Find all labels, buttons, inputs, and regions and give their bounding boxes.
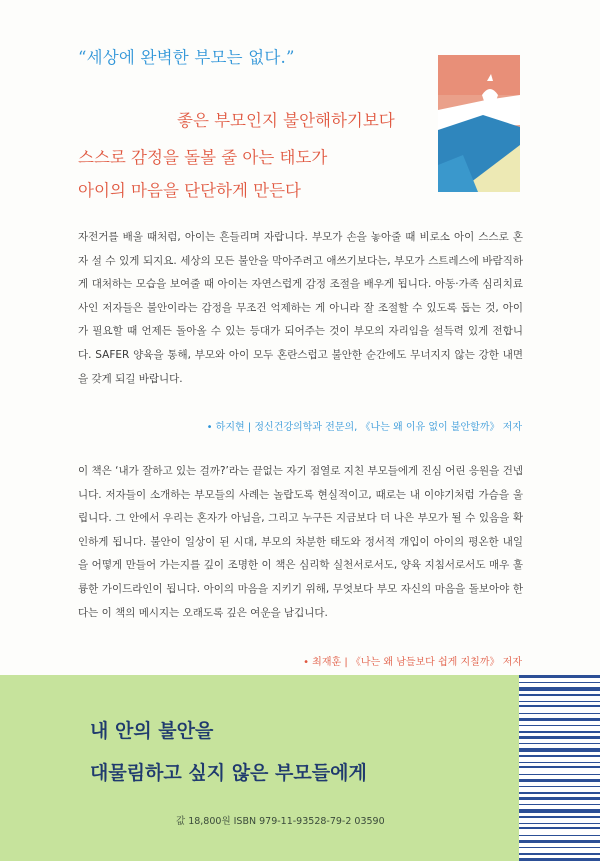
review-paragraph-2: 이 책은 ‘내가 잘하고 있는 걸까?’라는 끝없는 자기 점열로 지친 부모들에게 진심 어린 응원을 건넵니다. 저자들이 소개하는 부모들의 사례는 놀랍도록 현실적이고, 때로는 내 이야기처럼 가슴을 울립니다. 그 안에서 우리는 혼자가 아님을, 그리고 누구든 지금보다 더 나은 부모가 될 수 있음을 확인하게 됩니다. 불안이 일상이 된 시대, 부모의 차분한 태도와 정서적 개입이 아이의 평온한 내일을 어떻게 만들어 가는지를 깊이 조명한 이 책은 심리학 실천서로서도, 양육 지침서로서도 매우 훌륭한 가이드라인이 됩니다. 아이의 마음을 지키기 위해, 무엇보다 부모 자신의 마음을 돌보아야 한다는 이 책의 메시지는 오래도록 깊은 여운을 남깁니다. [78, 465, 523, 619]
highlight-line-2: 스스로 감정을 돌볼 줄 아는 태도가 [78, 148, 328, 167]
price-isbn: 값 18,800원 ISBN 979-11-93528-79-2 03590 [176, 816, 385, 827]
review-1-attribution: • 하지현 | 정신건강의학과 전문의, 《나는 왜 이유 없이 불안할까》 저자 [206, 422, 522, 433]
tagline-line-2: 대물림하고 싶지 않은 부모들에게 [90, 762, 367, 784]
cover-illustration [438, 55, 520, 192]
review-2-attribution: • 최재훈 | 《나는 왜 남들보다 쉽게 지칠까》 저자 [303, 657, 522, 668]
tagline-line-1: 내 안의 불안을 [90, 720, 214, 742]
review-paragraph-1: 자전거를 배울 때처럼, 아이는 흔들리며 자랍니다. 부모가 손을 놓아줄 때 비로소 아이 스스로 혼자 설 수 있게 되지요. 세상의 모든 불안을 막아주려고 애쓰기보다는, 부모가 스트레스에 바람직하게 대처하는 모습을 보여줄 때 아이는 자연스럽게 감정 조절을 배우게 됩니다. 아동·가족 심리치료사인 저자들은 불안이라는 감정을 무조건 억제하는 게 아니라 잘 조절할 수 있도록 돕는 것, 아이가 필요할 때 언제든 돌아올 수 있는 등대가 되어주는 것이 부모의 자리임을 설득력 있게 전합니다. SAFER 양육을 통해, 부모와 아이 모두 혼란스럽고 불안한 순간에도 무너지지 않는 강한 내면을 갖게 되길 바랍니다. [78, 231, 523, 385]
barcode-stripes [519, 675, 600, 861]
highlight-line-3: 아이의 마음을 단단하게 만든다 [78, 181, 301, 200]
highlight-line-1: 좋은 부모인지 불안해하기보다 [177, 111, 395, 130]
headline-quote: “세상에 완벽한 부모는 없다.” [78, 48, 295, 67]
